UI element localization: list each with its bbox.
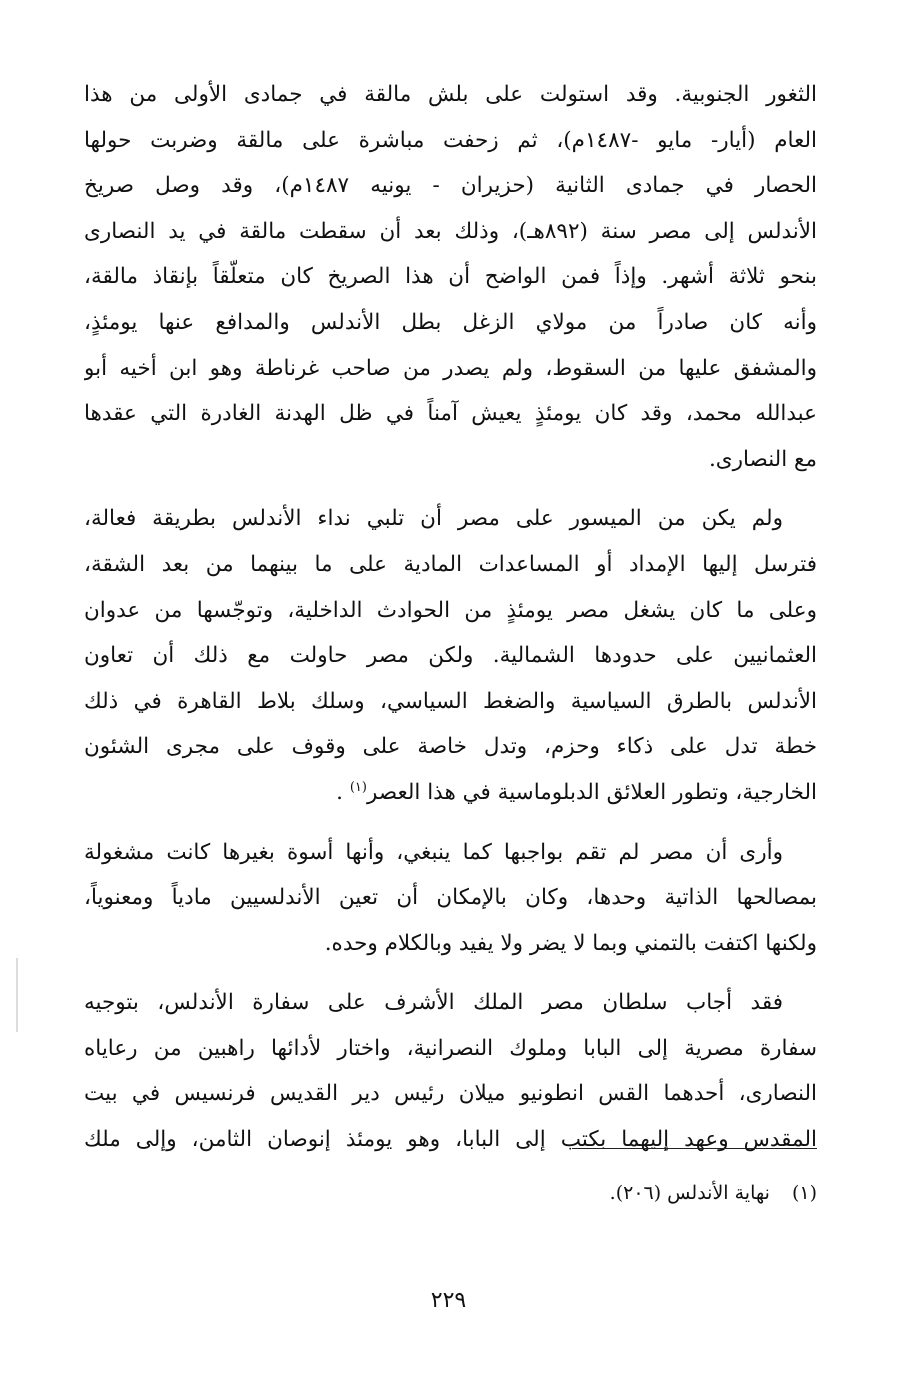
text-line-with-footnote <box>84 770 817 816</box>
text-line: فترسل إليها الإمداد أو المساعدات المادية على ما بينهما من بعد الشقة، <box>84 551 817 577</box>
text-line: وأرى أن مصر لم تقم بواجبها كما ينبغي، وأنها أسوة بغيرها كانت مشغولة <box>84 839 783 865</box>
text-line: والمشفق عليها من السقوط، ولم يصدر من صاحب غرناطة وهو ابن أخيه أبو <box>84 355 817 381</box>
footnote <box>610 1178 817 1208</box>
footnote-reference[interactable]: (١) <box>349 779 367 795</box>
text-line: سفارة مصرية إلى البابا وملوك النصرانية، واختار لأدائها راهبين من رعاياه <box>84 1035 817 1061</box>
main-text <box>84 72 817 1163</box>
text-line: المقدس وعهد إليهما بكتب إلى البابا، وهو يومئذ إنوصان الثامن، وإلى ملك <box>84 1127 817 1153</box>
page-number: ٢٢٩ <box>430 1288 467 1313</box>
text-line: الأندلس بالطرق السياسية والضغط السياسي، وسلك بلاط القاهرة في ذلك <box>84 688 817 714</box>
text-line: بنحو ثلاثة أشهر. وإذاً فمن الواضح أن هذا الصريخ كان متعلّقاً بإنقاذ مالقة، <box>84 264 817 290</box>
text-line: ولكنها اكتفت بالتمني وبما لا يضر ولا يفيد وبالكلام وحده. <box>324 930 817 956</box>
text-line: الأندلس إلى مصر سنة (٨٩٢هـ)، وذلك بعد أن سقطت مالقة في يد النصارى <box>84 218 817 244</box>
paragraph-4 <box>84 980 817 1162</box>
text-line: بمصالحها الذاتية وحدها، وكان بالإمكان أن تعين الأندلسيين مادياً ومعنوياً، <box>84 885 817 911</box>
text-line: العثمانيين على حدودها الشمالية. ولكن مصر حاولت مع ذلك أن تعاون <box>84 643 817 669</box>
paragraph-1 <box>84 72 817 482</box>
text-line: وأنه كان صادراً من مولاي الزغل بطل الأندلس والمدافع عنها يومئذٍ، <box>84 309 817 335</box>
paragraph-2 <box>84 496 817 815</box>
text-line: عبدالله محمد، وقد كان يومئذٍ يعيش آمناً في ظل الهدنة الغادرة التي عقدها <box>84 401 817 427</box>
text-line: العام (أيار- مايو -١٤٨٧م)، ثم زحفت مباشرة على مالقة وضربت حولها <box>84 127 817 153</box>
footnote-text: نهاية الأندلس (٢٠٦). <box>609 1182 770 1204</box>
text-line: خطة تدل على ذكاء وحزم، وتدل خاصة على وقوف على مجرى الشئون <box>84 734 817 760</box>
text-line: الحصار في جمادى الثانية (حزيران - يونيه ١٤٨٧م)، وقد وصل صريخ <box>84 173 817 199</box>
text-line: النصارى، أحدهما القس انطونيو ميلان رئيس دير القديس فرنسيس في بيت <box>84 1081 817 1107</box>
footnote-number: (١) <box>791 1182 817 1204</box>
scan-margin-mark <box>16 958 18 1032</box>
end-punctuation: . <box>336 779 343 805</box>
text-line-content: الخارجية، وتطور العلائق الدبلوماسية في هذا العصر <box>366 779 817 805</box>
paragraph-3 <box>84 830 817 967</box>
text-line: وعلى ما كان يشغل مصر يومئذٍ من الحوادث الداخلية، وتوجّسها من عدوان <box>84 597 817 623</box>
text-line: ولم يكن من الميسور على مصر أن تلبي نداء الأندلس بطريقة فعالة، <box>84 506 783 532</box>
text-line: فقد أجاب سلطان مصر الملك الأشرف على سفارة الأندلس، بتوجيه <box>84 990 783 1016</box>
text-line: الثغور الجنوبية. وقد استولت على بلش مالقة في جمادى الأولى من هذا <box>84 82 817 107</box>
footnote-divider <box>572 1148 817 1149</box>
text-line: مع النصارى. <box>708 446 817 472</box>
